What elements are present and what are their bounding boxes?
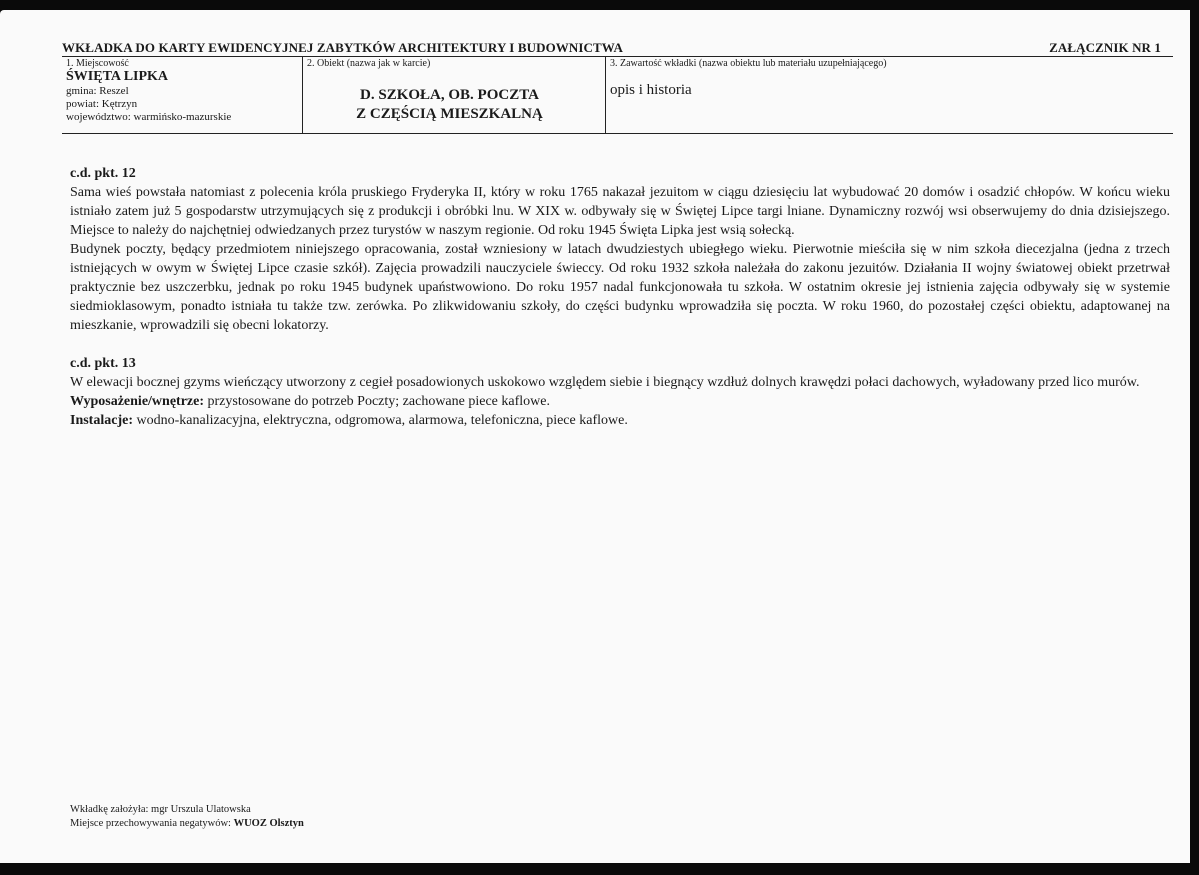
- installations-line: [70, 411, 1170, 430]
- content-field: [605, 57, 1174, 133]
- object-field: [302, 57, 606, 133]
- content-value: opis i historia: [610, 82, 692, 98]
- form-fields-table: [62, 56, 1173, 134]
- negatives-line: [70, 817, 304, 831]
- place-name: ŚWIĘTA LIPKA: [66, 69, 169, 84]
- document-header: [62, 40, 1173, 56]
- object-name-line1: D. SZKOŁA, OB. POCZTA: [360, 87, 539, 103]
- section-13-paragraph-1: W elewacji bocznej gzyms wieńczący utworzony z cegieł posadowionych uskokowo względem siebie i biegnący wzdłuż dolnych krawędzi połaci dachowych, wyładowany przed lico murów.: [70, 375, 1140, 390]
- place-field: [62, 57, 302, 133]
- gmina-value: gmina: Reszel: [66, 85, 129, 97]
- document-sheet: [0, 10, 1190, 863]
- installations-text: wodno-kanalizacyjna, elektryczna, odgromowa, alarmowa, telefoniczna, piece kaflowe.: [133, 413, 628, 428]
- annex-number: ZAŁĄCZNIK NR 1: [1049, 40, 1161, 55]
- document-footer: [70, 803, 304, 831]
- object-name: [303, 86, 606, 124]
- equipment-label: Wyposażenie/wnętrze:: [70, 394, 204, 409]
- document-title: WKŁADKA DO KARTY EWIDENCYJNEJ ZABYTKÓW ARCHITEKTURY I BUDOWNICTWA: [62, 40, 623, 55]
- object-label: 2. Obiekt (nazwa jak w karcie): [307, 58, 431, 69]
- equipment-line: [70, 392, 1170, 411]
- content-label: 3. Zawartość wkładki (nazwa obiektu lub materiału uzupełniającego): [610, 58, 887, 69]
- section-gap: [70, 335, 1170, 354]
- section-12-heading: c.d. pkt. 12: [70, 166, 136, 181]
- section-13-heading: c.d. pkt. 13: [70, 356, 136, 371]
- section-12-paragraph-2: Budynek poczty, będący przedmiotem niniejszego opracowania, został wzniesiony w latach dwudziestych ubiegłego wieku. Pierwotnie mieściła się w nim szkoła diecezjalna (jedna z trzech istniejących w owym w Świętej Lipce czasie szkół). Zajęcia prowadzili nauczyciele świeccy. Od roku 1932 szkoła należała do zakonu jezuitów. Działania II wojny światowej obiekt przetrwał praktycznie bez uszczerbku, jednak po roku 1945 budynek upaństwowiono. Do roku 1957 nadal funkcjonowała tu szkoła. W ostatnim okresie jej istnienia zajęcia odbywały się w systemie siedmioklasowym, ponadto istniała tu także tzw. zerówka. Po zlikwidowaniu szkoły, do części budynku wprowadziła się poczta. W roku 1960, do pozostałej części obiektu, adaptowanej na mieszkanie, wprowadzili się obecni lokatorzy.: [70, 242, 1170, 333]
- equipment-text: przystosowane do potrzeb Poczty; zachowane piece kaflowe.: [204, 394, 550, 409]
- section-12-paragraph-1: Sama wieś powstała natomiast z polecenia króla pruskiego Fryderyka II, który w roku 1765 nakazał jezuitom w ciągu dziesięciu lat wybudować 20 domów i osadzić chłopów. W końcu wieku istniało zatem już 5 gospodarstw utrzymujących się z produkcji i obróbki lnu. W XIX w. odbywały się w Świętej Lipce targi lniane. Dynamiczny rozwój wsi obserwujemy do dnia dzisiejszego. Miejsce to należy do najchętniej odwiedzanych przez turystów w naszym regionie. Od roku 1945 Święta Lipka jest wsią sołecką.: [70, 185, 1170, 238]
- place-label: 1. Miejscowość: [66, 58, 129, 69]
- author-line: Wkładkę założyła: mgr Urszula Ulatowska: [70, 804, 251, 815]
- negatives-label: Miejsce przechowywania negatywów:: [70, 818, 234, 829]
- negatives-value: WUOZ Olsztyn: [233, 818, 304, 829]
- wojewodztwo-value: województwo: warmińsko-mazurskie: [66, 111, 232, 123]
- powiat-value: powiat: Kętrzyn: [66, 98, 138, 110]
- installations-label: Instalacje:: [70, 413, 133, 428]
- object-name-line2: Z CZĘŚCIĄ MIESZKALNĄ: [356, 106, 543, 122]
- document-body: [70, 164, 1170, 430]
